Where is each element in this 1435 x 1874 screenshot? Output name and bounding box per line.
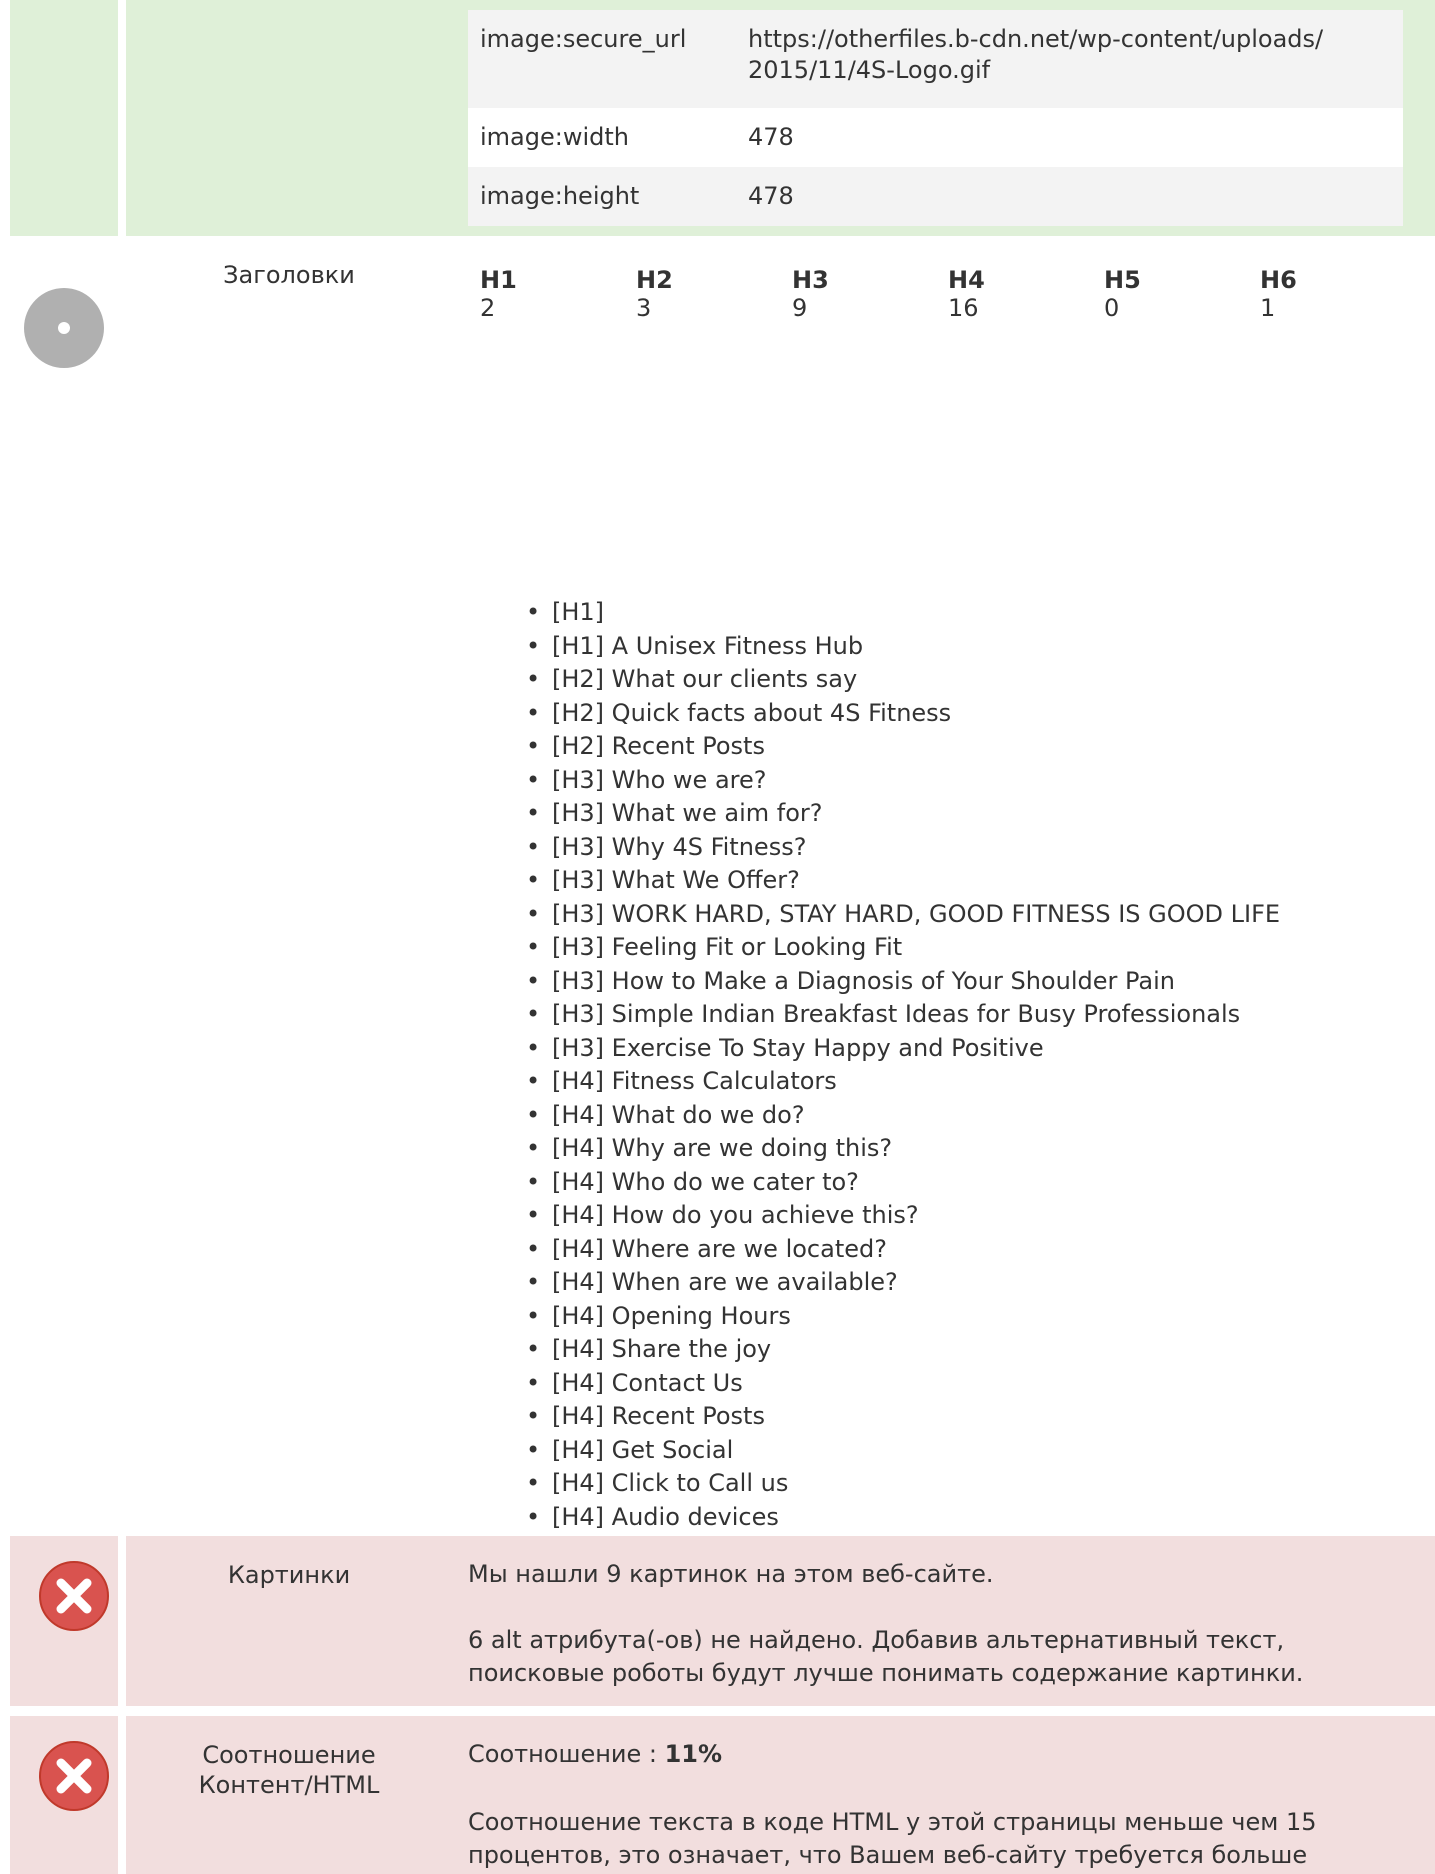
- heading-list-item: • [H2] Recent Posts: [520, 730, 1430, 764]
- ratio-value: 11%: [664, 1740, 723, 1768]
- ratio-description: Соотношение текста в коде HTML у этой страницы меньше чем 15 процентов, это означает, что Вашем веб-сайту требуется больше: [468, 1808, 1317, 1869]
- info-circle-icon: [24, 288, 104, 368]
- heading-list-item: • [H4] Fitness Calculators: [520, 1065, 1430, 1099]
- heading-list-item: • [H4] Share the joy: [520, 1333, 1430, 1367]
- label-cell: [126, 236, 452, 1536]
- heading-list-item: • [H4] Audio devices: [520, 1501, 1430, 1535]
- label-cell: [126, 1716, 452, 1874]
- heading-list-item: • [H1]: [520, 596, 1430, 630]
- heading-count: 9: [792, 294, 808, 322]
- heading-count-h4: [948, 266, 985, 322]
- opengraph-row-secure-url: [468, 10, 1403, 108]
- heading-tag: H6: [1260, 266, 1297, 294]
- opengraph-value: https://otherfiles.b-cdn.net/wp-content/uploads/2015/11/4S-Logo.gif: [748, 25, 1324, 84]
- ratio-prefix: Соотношение :: [468, 1740, 665, 1768]
- ratio-summary: [468, 1738, 1411, 1771]
- opengraph-key: image:height: [480, 182, 640, 210]
- heading-list-item: • [H4] Where are we located?: [520, 1233, 1430, 1267]
- heading-tag: H1: [480, 266, 517, 294]
- status-cell: [10, 1716, 118, 1874]
- opengraph-key: image:secure_url: [480, 25, 687, 53]
- opengraph-value: 478: [748, 123, 794, 151]
- ratio-label: Соотношение Контент/HTML: [198, 1741, 380, 1799]
- heading-list-item: • [H4] What do we do?: [520, 1099, 1430, 1133]
- heading-list-item: • [H3] What We Offer?: [520, 864, 1430, 898]
- heading-tag: H3: [792, 266, 829, 294]
- heading-count-h3: [792, 266, 829, 322]
- heading-count-h2: [636, 266, 673, 322]
- heading-list-item: • [H3] Feeling Fit or Looking Fit: [520, 931, 1430, 965]
- opengraph-row: [0, 0, 1435, 236]
- heading-list-item: • [H4] Click to Call us: [520, 1467, 1430, 1501]
- heading-list-item: • [H3] Simple Indian Breakfast Ideas for Busy Professionals: [520, 998, 1430, 1032]
- heading-count-h1: [480, 266, 517, 322]
- opengraph-table: [468, 10, 1403, 226]
- heading-list-item: • [H3] Why 4S Fitness?: [520, 831, 1430, 865]
- heading-list-item: • [H2] What our clients say: [520, 663, 1430, 697]
- heading-list-item: • [H4] Get Social: [520, 1434, 1430, 1468]
- heading-count-h5: [1104, 266, 1141, 322]
- heading-list-item: • [H4] Recent Posts: [520, 1400, 1430, 1434]
- status-cell: [10, 236, 118, 1536]
- heading-list-item: • [H4] Who do we cater to?: [520, 1166, 1430, 1200]
- heading-count: 1: [1260, 294, 1276, 322]
- headings-list: [520, 596, 1430, 1536]
- heading-tag: H2: [636, 266, 673, 294]
- status-cell: [10, 0, 118, 236]
- value-cell: [452, 1716, 1435, 1874]
- label-cell: [126, 0, 452, 236]
- heading-tag: H5: [1104, 266, 1141, 294]
- heading-count: 16: [948, 294, 979, 322]
- heading-list-item: • [H3] How to Make a Diagnosis of Your Shoulder Pain: [520, 965, 1430, 999]
- heading-list-item: • [H3] Who we are?: [520, 764, 1430, 798]
- label-cell: [126, 1536, 452, 1706]
- heading-list-item: • [H1] A Unisex Fitness Hub: [520, 630, 1430, 664]
- heading-list-item: • [H4] How do you achieve this?: [520, 1199, 1430, 1233]
- heading-list-item: • [H3] What we aim for?: [520, 797, 1430, 831]
- heading-count-h6: [1260, 266, 1297, 322]
- images-row: [0, 1536, 1435, 1706]
- error-x-icon: [38, 1560, 110, 1632]
- images-found-text: Мы нашли 9 картинок на этом веб-сайте.: [468, 1560, 994, 1588]
- heading-list-item: • [H4] Contact Us: [520, 1367, 1430, 1401]
- heading-list-item: • [H2] Quick facts about 4S Fitness: [520, 697, 1430, 731]
- heading-list-item: • [H4] Why are we doing this?: [520, 1132, 1430, 1166]
- heading-count: 0: [1104, 294, 1120, 322]
- heading-list-item: • [H3] Exercise To Stay Happy and Positive: [520, 1032, 1430, 1066]
- error-x-icon: [38, 1740, 110, 1812]
- value-cell: [452, 1536, 1435, 1706]
- heading-list-item: • [H4] When are we available?: [520, 1266, 1430, 1300]
- opengraph-key: image:width: [480, 123, 629, 151]
- heading-count: 3: [636, 294, 652, 322]
- headings-row: [0, 236, 1435, 1536]
- heading-list-item: • [H3] WORK HARD, STAY HARD, GOOD FITNESS IS GOOD LIFE: [520, 898, 1430, 932]
- opengraph-row-width: [468, 108, 1403, 167]
- headings-count-table: [468, 264, 1403, 330]
- opengraph-value: 478: [748, 182, 794, 210]
- heading-count: 2: [480, 294, 496, 322]
- heading-list-item: • [H4] Opening Hours: [520, 1300, 1430, 1334]
- opengraph-row-height: [468, 167, 1403, 226]
- heading-tag: H4: [948, 266, 985, 294]
- images-alt-text: 6 alt атрибута(-ов) не найдено. Добавив альтернативный текст, поисковые роботы будут лучше понимать содержание картинки.: [468, 1626, 1304, 1687]
- ratio-row: [0, 1716, 1435, 1874]
- headings-label: Заголовки: [223, 261, 355, 289]
- status-cell: [10, 1536, 118, 1706]
- images-label: Картинки: [227, 1561, 351, 1589]
